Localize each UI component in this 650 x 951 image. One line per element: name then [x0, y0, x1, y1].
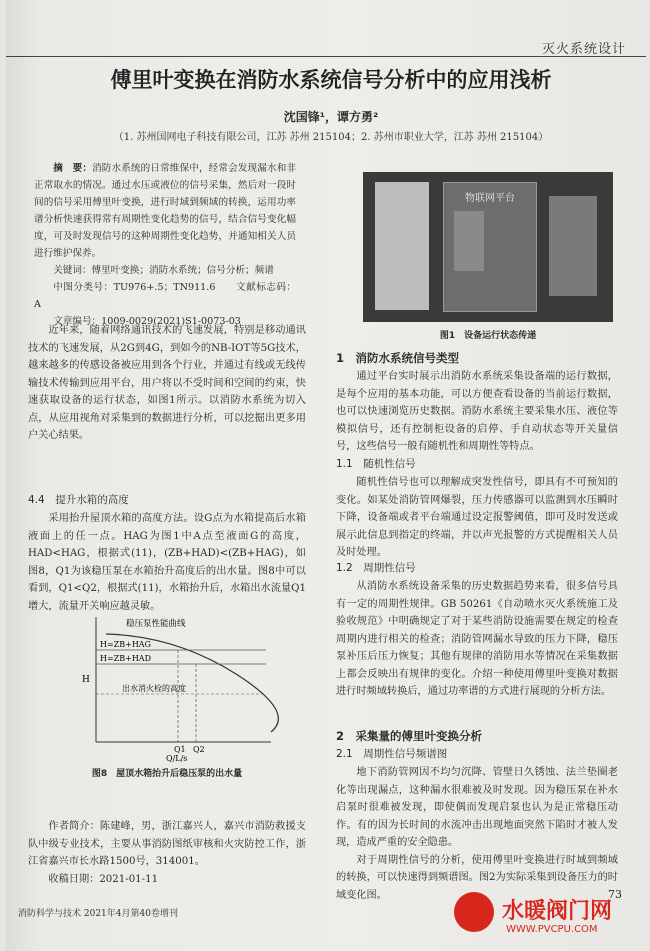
user-terminal: [549, 196, 597, 296]
section-1-body: 通过平台实时展示出消防水系统采集设备端的运行数据，是每个应用的基本功能，可以方便查看设备的当前运行数据，也可以快速浏览历史数据。消防水系统主要采集水压、液位等模拟信号，还有控制柜设备的启停、手自动状态等开关量信号，这些信号一般有随机性和周期性等特点。: [336, 371, 618, 452]
keywords: 关键词：傅里叶变换；消防水系统；信号分析；频谱: [53, 265, 274, 276]
h-axis-label: H: [82, 675, 90, 685]
figure-8-graph: [66, 612, 286, 762]
iot-platform-box: [443, 182, 537, 312]
section-2-1-body: 地下消防管网因不均匀沉降、管壁日久锈蚀、法兰垫圈老化等出现漏点，这种漏水很难被及时发现。因为稳压泵在补水启泵时很难被发现，即使偶而发现启泵也认为是正常稳压动作。有的因为长时间的水流冲击出现地面突然下陷时才被人发现，造成严重的安全隐患。 对于周期性信号的分析，使用傅里叶变换进行时域到频域的转换，可以快速得到频谱图。图2为实际采集到设备压力的时域变化图。: [336, 767, 618, 901]
journal-page: [6, 0, 646, 951]
section-1-1-body: 随机性信号也可以理解成突发性信号，即具有不可预知的变化。如某处消防管网爆裂，压力传感器可以监测到水压瞬时下降，设备端或者平台端通过设定报警阈值，即可及时发送或展示此信息到指定的终端，并以声光报警的方式提醒相关人员及时处理。: [336, 477, 618, 558]
eq-hag: H=ZB+HAG: [100, 640, 151, 649]
article-title: 傅里叶变换在消防水系统信号分析中的应用浅析: [110, 68, 552, 92]
eq-had: H=ZB+HAD: [100, 654, 151, 663]
device-panel: [375, 182, 429, 310]
platform-module: [454, 211, 484, 271]
section-1-2-body: 从消防水系统设备采集的历史数据趋势来看，很多信号具有一定的周期性规律。GB 50261《自动喷水灭火系统施工及验收规范》中明确规定了对于某些消防设施需要在规定的检查周期内进行相关的检查；消防管网漏水导致的压力下降，稳压泵补压后压力恢复；其他有规律的消防用水等情况在采集数据上都会反映出有规律的变化。介绍一种使用傅里叶变换对数据进行时频域转换后，通过功率谱的方式进行展现的分析方法。: [336, 581, 618, 697]
watermark-url: WWW.PVCPU.COM: [506, 924, 598, 935]
affiliation: （1. 苏州国网电子科技有限公司，江苏 苏州 215104；2. 苏州市职业大学，江苏 苏州 215104）: [113, 132, 549, 143]
abstract: [34, 160, 296, 330]
page-number: 73: [608, 888, 622, 901]
received-date: 收稿日期：2021-01-11: [48, 873, 159, 885]
watermark-text: 水暖阀门网: [502, 899, 613, 924]
section-2-1-heading: 2.1 周期性信号频谱图: [336, 748, 448, 760]
section-4-4-heading: 4.4 提升水箱的高度: [28, 494, 129, 506]
section-tag: 灭火系统设计: [541, 42, 626, 57]
authors: 沈国锋¹，谭方勇²: [283, 110, 379, 124]
figure-1-caption: 图1 设备运行状态传递: [439, 331, 537, 341]
journal-footer: 消防科学与技术 2021年4月第40卷增刊: [18, 909, 178, 919]
intro-paragraph: 近年来，随着网络通讯技术的飞速发展，特别是移动通讯技术的飞速发展，从2G到4G，到如今的NB-IOT等5G技术，越来越多的传感设备被应用到各个行业，并通过有线或无线传输技术传输到应用平台，用户将以不受时间和空间的约束，快速获取设备的运行状态，如图1所示。以消防水系统为切入点，从应用视角对采集到的数据进行分析，可以挖掘出更多用户关心结果。: [28, 325, 306, 441]
section-1-2-heading: 1.2 周期性信号: [336, 562, 416, 574]
watermark-logo-icon: [454, 892, 494, 932]
hydrant-label: 出水消火栓的高度: [122, 684, 186, 693]
platform-label: 物联网平台: [465, 193, 515, 204]
article-number: 文章编号：1009-0029(2021)S1-0073-03: [53, 316, 241, 327]
abstract-text: 消防水系统的日常维保中，经常会发现漏水和非正常取水的情况。通过水压或液位的信号采集，然后对一段时间的信号采用傅里叶变换，进行时域到频域的转换，运用功率谱分析快速获得常有周期性变化趋势的信号，结合信号变化幅度，可及时发现信号的这种周期性变化趋势，并通知相关人员进行维护保养。: [34, 163, 297, 259]
section-1-1-heading: 1.1 随机性信号: [336, 458, 416, 470]
q2-label: Q2: [193, 745, 205, 754]
section-1-heading: 1 消防水系统信号类型: [336, 351, 460, 365]
header-rule: [6, 56, 646, 57]
x-axis-label: Q/L/s: [166, 754, 188, 762]
site-watermark: [440, 888, 650, 950]
author-bio: 作者简介：陈建峰，男，浙江嘉兴人，嘉兴市消防救援支队中级专业技术，主要从事消防图纸审核和火灾防控工作，浙江省嘉兴市长水路1500号，314001。 收稿日期：2021-01-11: [28, 818, 306, 888]
curve-label: 稳压泵性能曲线: [126, 619, 186, 629]
abstract-label: 摘 要：: [53, 163, 93, 174]
q1-label: Q1: [174, 745, 186, 754]
figure-1-image: [363, 172, 613, 322]
figure-8-caption: 图8 屋顶水箱抬升后稳压泵的出水量: [91, 769, 243, 779]
section-2-heading: 2 采集量的傅里叶变换分析: [336, 729, 483, 743]
class-number: 中图分类号：TU976+.5；TN911.6 文献标志码：A: [34, 282, 296, 310]
section-4-4-body: 采用抬升屋顶水箱的高度方法。设G点为水箱提高后水箱液面上的任一点。HAG为图1中A点至液面G的高度，HAD<HAG，根据式(11)，(ZB+HAD)<(ZB+HAG)，如图8，Q1为该稳压泵在水箱抬升高度后的出水量。图8中可以看到，Q1<Q2，根据式(11)，水箱抬升后，水箱出水流量Q1增大，流量开关响应越灵敏。: [28, 513, 306, 612]
